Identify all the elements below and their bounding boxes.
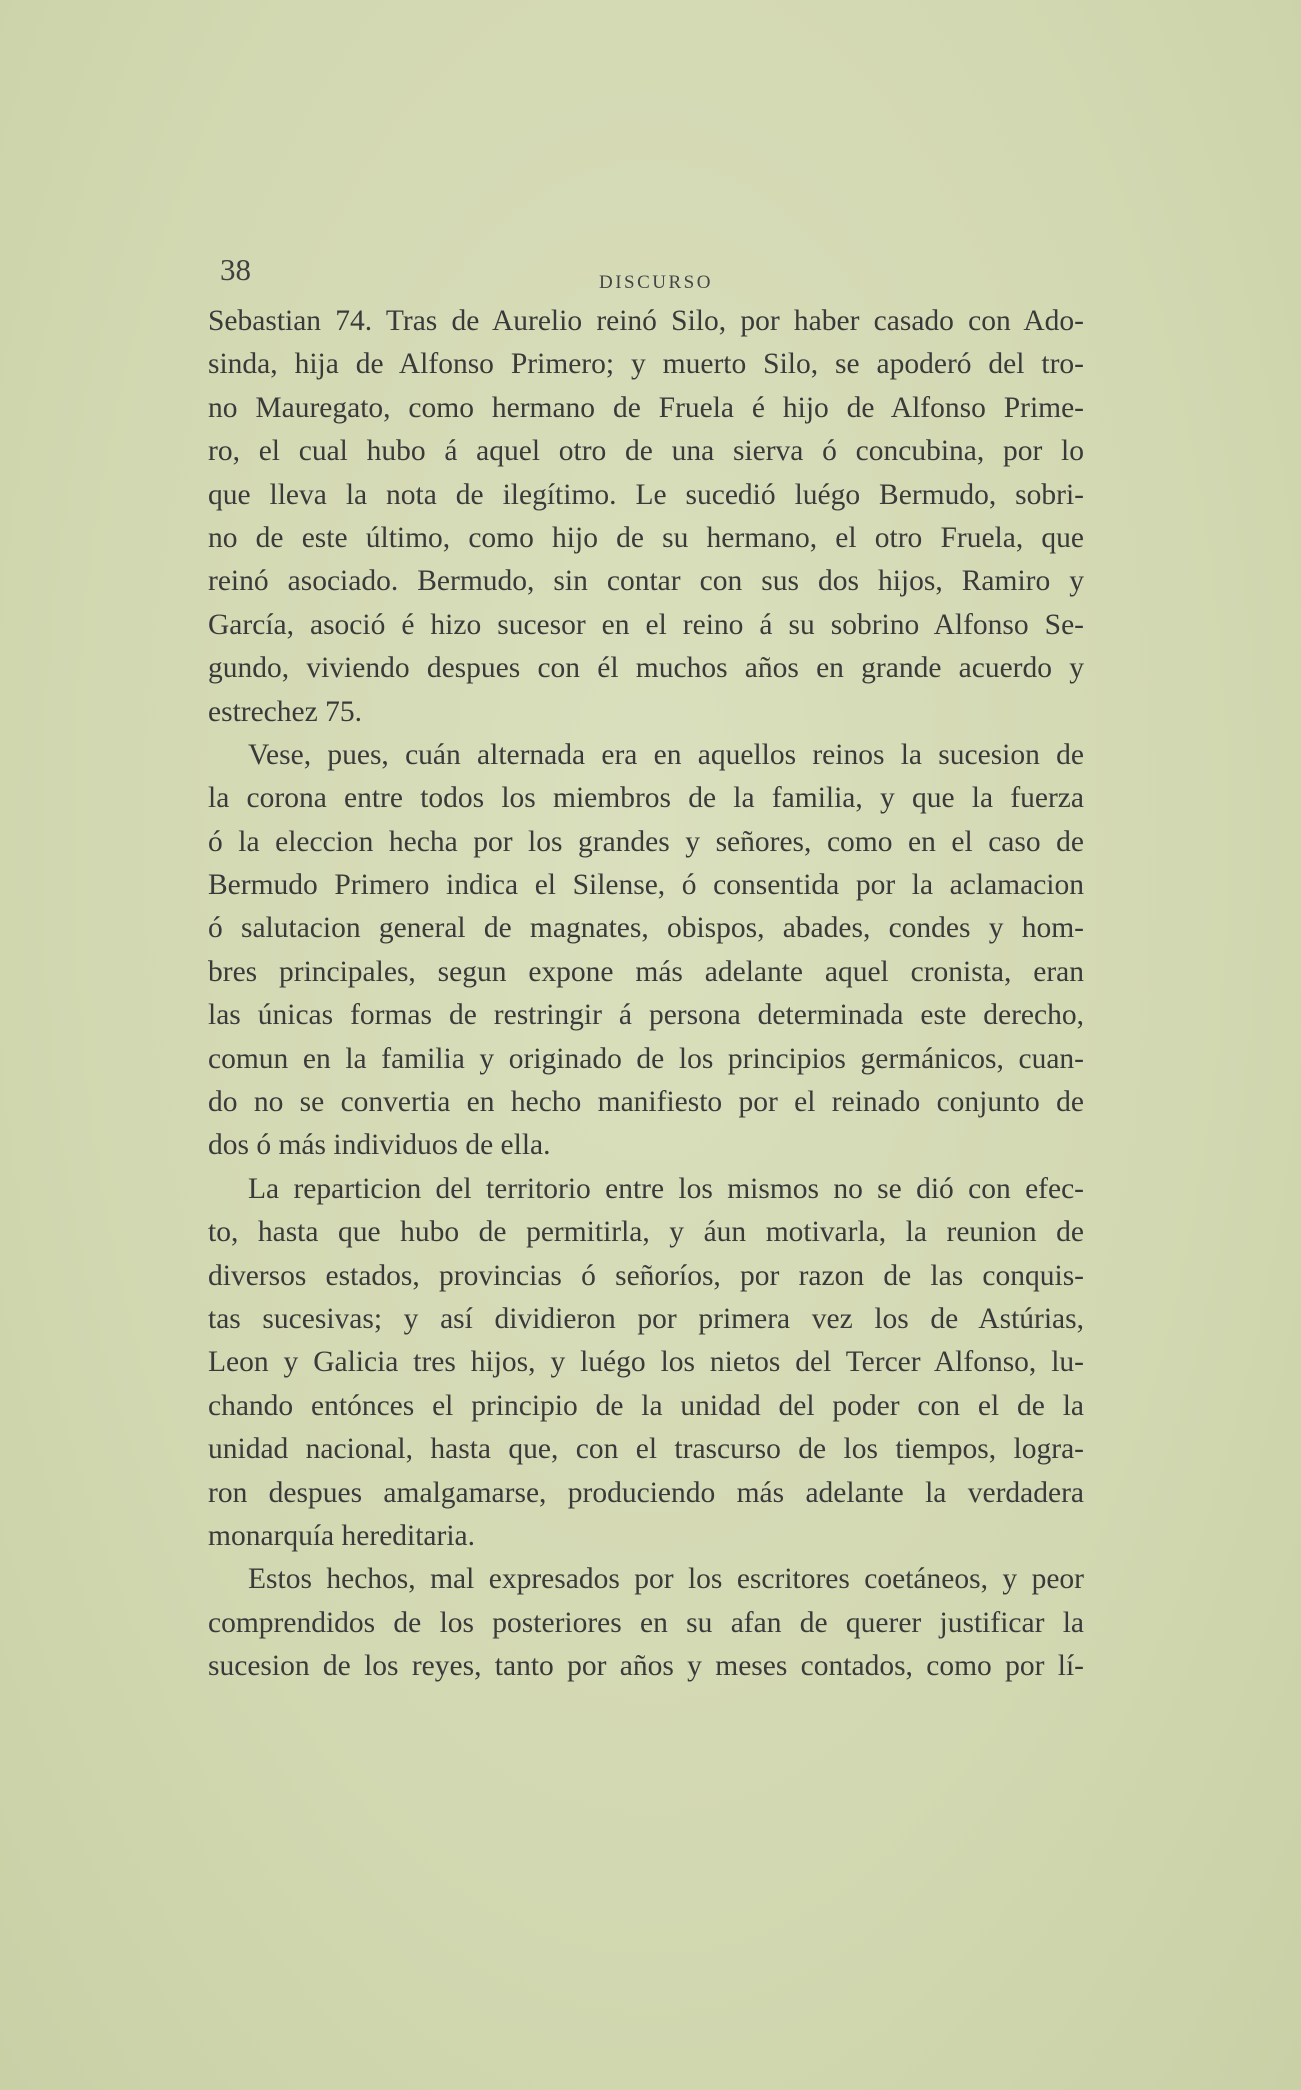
text-line: tas sucesivas; y así dividieron por primera vez los de Astúrias, [208,1302,1084,1335]
page-number: 38 [220,252,251,287]
text-line: Bermudo Primero indica el Silense, ó consentida por la aclamacion [208,869,1084,902]
text-line: Sebastian 74. Tras de Aurelio reinó Silo, por haber casado con Ado- [208,305,1084,337]
paragraph [208,300,1084,734]
text-line: Estos hechos, mal expresados por los escritores coetáneos, y peor [248,1563,1084,1596]
text-line: sinda, hija de Alfonso Primero; y muerto Silo, se apoderó del tro- [208,348,1084,381]
text-line: diversos estados, provincias ó señoríos, por razon de las conquis- [208,1259,1084,1292]
text-line: García, asoció é hizo sucesor en el reino á su sobrino Alfonso Se- [208,608,1084,641]
text-line: no de este último, como hijo de su hermano, el otro Fruela, que [208,521,1084,554]
text-line: unidad nacional, hasta que, con el trascurso de los tiempos, logra- [208,1433,1084,1466]
text-line: do no se convertia en hecho manifiesto por el reinado conjunto de [208,1086,1084,1119]
text-line: comun en la familia y originado de los principios germánicos, cuan- [208,1042,1084,1075]
text-line: dos ó más individuos de ella. [208,1129,551,1162]
text-line: no Mauregato, como hermano de Fruela é hijo de Alfonso Prime- [208,391,1084,424]
text-line: chando entónces el principio de la unidad del poder con el de la [208,1389,1084,1422]
text-line: sucesion de los reyes, tanto por años y meses contados, como por lí- [208,1650,1084,1683]
running-head: DISCURSO [599,272,713,293]
text-line: ron despues amalgamarse, produciendo más adelante la verdadera [208,1476,1084,1509]
paragraph [208,734,1084,1168]
text-line: la corona entre todos los miembros de la familia, y que la fuerza [208,782,1084,815]
text-line: La reparticion del territorio entre los mismos no se dió con efec- [248,1172,1084,1205]
text-line: to, hasta que hubo de permitirla, y áun motivarla, la reunion de [208,1216,1084,1249]
body-text [208,300,1084,1689]
text-line: que lleva la nota de ilegítimo. Le sucedió luégo Bermudo, sobri- [208,478,1084,511]
text-line: gundo, viviendo despues con él muchos años en grande acuerdo y [208,652,1084,685]
text-line: reinó asociado. Bermudo, sin contar con sus dos hijos, Ramiro y [208,565,1084,598]
text-line: las únicas formas de restringir á persona determinada este derecho, [208,999,1084,1032]
paragraph [208,1558,1084,1688]
text-line: ó salutacion general de magnates, obispos, abades, condes y hom- [208,912,1084,945]
text-line: ro, el cual hubo á aquel otro de una sierva ó concubina, por lo [208,435,1084,468]
page-header [218,252,1094,292]
text-line: Vese, pues, cuán alternada era en aquellos reinos la sucesion de [248,738,1084,771]
text-line: bres principales, segun expone más adelante aquel cronista, eran [208,955,1084,988]
text-line: ó la eleccion hecha por los grandes y señores, como en el caso de [208,825,1084,858]
text-line: monarquía hereditaria. [208,1519,476,1552]
paragraph [208,1168,1084,1559]
text-line: estrechez 75. [208,695,362,728]
text-line: Leon y Galicia tres hijos, y luégo los nietos del Tercer Alfonso, lu- [208,1346,1084,1379]
text-line: comprendidos de los posteriores en su afan de querer justificar la [208,1606,1084,1639]
